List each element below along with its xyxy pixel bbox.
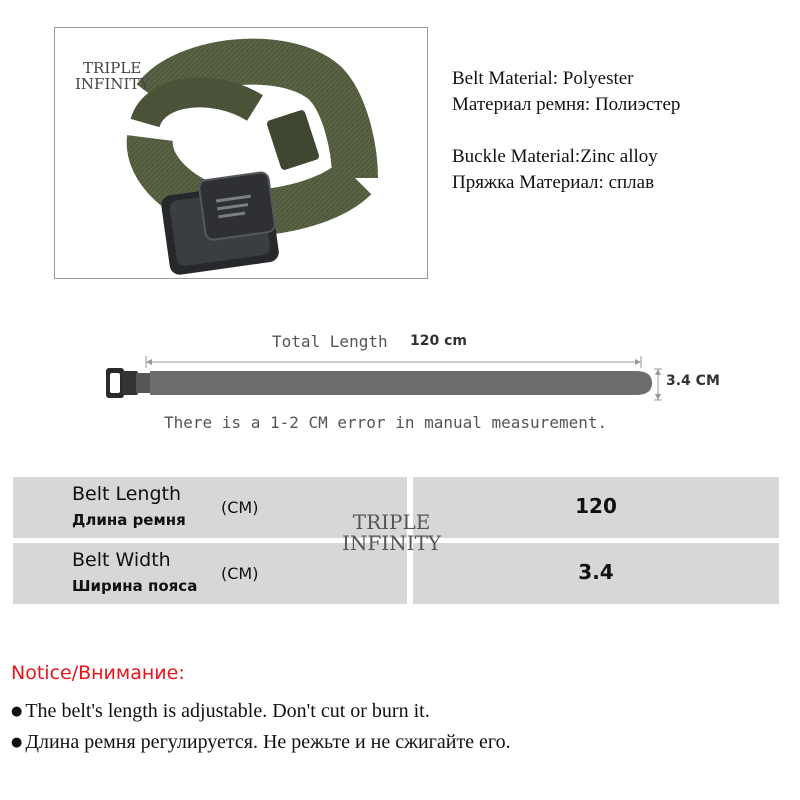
belt-strap <box>150 371 652 395</box>
unit-label: (CM) <box>221 498 259 517</box>
watermark-line: TRIPLE <box>83 59 142 77</box>
notice-line <box>11 731 511 754</box>
notice-line <box>11 700 430 723</box>
watermark-line: TRIPLE <box>352 510 431 534</box>
notice-line-text: Длина ремня регулируется. Не режьте и не сжигайте его. <box>25 731 511 753</box>
measurement-error-note: There is a 1-2 CM error in manual measurement. <box>164 413 608 432</box>
belt-length-label-en: Belt Length <box>72 483 182 505</box>
unit-label: (CM) <box>221 564 259 583</box>
belt-length-label-ru: Длина ремня <box>72 511 186 529</box>
bullet-icon: ● <box>11 735 23 750</box>
watermark-photo <box>75 61 149 93</box>
belt-material-en: Belt Material: Polyester <box>452 68 634 89</box>
belt-width-value-cell: 3.4 <box>578 560 614 584</box>
watermark-line: INFINITY <box>75 74 150 93</box>
belt-width-label-ru: Ширина пояса <box>72 577 198 595</box>
product-photo <box>54 27 428 279</box>
buckle-material-spec <box>452 146 658 198</box>
buckle-icon <box>106 368 150 398</box>
belt-width-value: 3.4 CM <box>666 373 720 389</box>
watermark-table <box>342 512 441 554</box>
table-value-cell <box>413 477 779 538</box>
total-length-label: Total Length <box>272 332 388 351</box>
notice-title: Notice/Внимание: <box>11 662 185 684</box>
buckle-material-ru: Пряжка Материал: сплав <box>452 172 655 193</box>
table-value-cell <box>413 543 779 604</box>
belt-width-label-en: Belt Width <box>72 549 171 571</box>
notice-line-text: The belt's length is adjustable. Don't cut or burn it. <box>25 700 430 722</box>
belt-length-value: 120 <box>575 494 617 518</box>
buckle-material-en: Buckle Material:Zinc alloy <box>452 146 658 167</box>
watermark-line: INFINITY <box>342 531 442 555</box>
total-length-value: 120 cm <box>410 333 467 349</box>
belt-material-ru: Материал ремня: Полиэстер <box>452 94 681 115</box>
belt-material-spec <box>452 68 680 120</box>
bullet-icon: ● <box>11 704 23 719</box>
